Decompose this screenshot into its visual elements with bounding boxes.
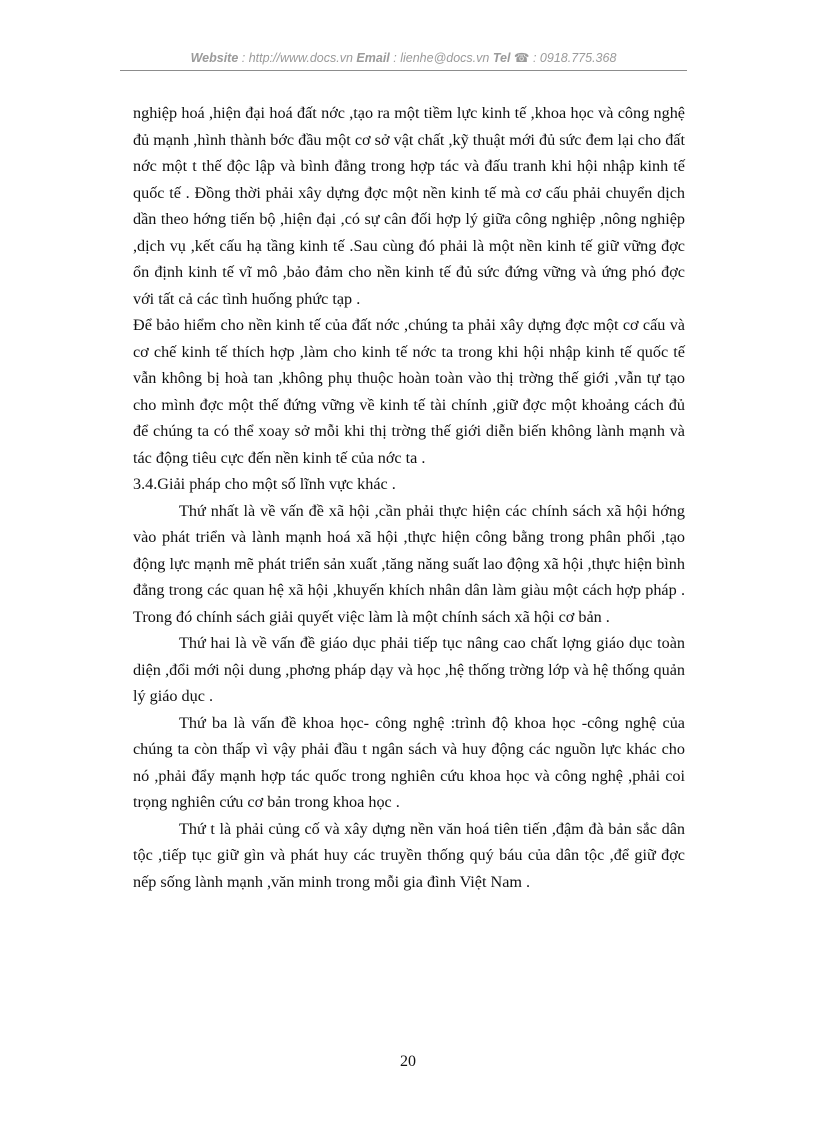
page-header	[120, 50, 687, 70]
paragraph-economy-structure: nghiệp hoá ,hiện đại hoá đất nớc ,tạo ra một tiềm lực kinh tế ,khoa học và công nghệ đủ mạnh ,hình thành bớc đầu một cơ sở vật chất ,kỹ thuật mới đủ sức đem lại cho đất nớc một t thế độc lập và bình đẳng trong hợp tác và đấu tranh khi hội nhập kinh tế quốc tế . Đồng thời phải xây dựng đợc một nền kinh tế mà cơ cấu phải chuyển dịch dần theo hớng tiến bộ ,hiện đại ,có sự cân đối hợp lý giữa công nghiệp ,nông nghiệp ,dịch vụ ,kết cấu hạ tầng kinh tế .Sau cùng đó phải là một nền kinh tế giữ vững đợc ổn định kinh tế vĩ mô ,bảo đảm cho nền kinh tế đủ sức đứng vững và ứng phó đợc với tất cả các tình huống phức tạp .	[133, 104, 685, 308]
paragraph-social-issues: Thứ nhất là về vấn đề xã hội ,cần phải thực hiện các chính sách xã hội hớng vào phát triển và lành mạnh hoá xã hội ,thực hiện công bằng trong phân phối ,tạo động lực mạnh mẽ phát triển sản xuất ,tăng năng suất lao động xã hội ,thực hiện bình đẳng trong các quan hệ xã hội ,khuyến khích nhân dân làm giàu một cách hợp pháp . Trong đó chính sách giải quyết việc làm là một chính sách xã hội cơ bản .	[133, 501, 685, 626]
section-heading-3-4: 3.4.Giải pháp cho một số lĩnh vực khác .	[133, 475, 396, 493]
website-label: Website	[190, 51, 239, 65]
paragraph-culture: Thứ t là phải củng cố và xây dựng nền văn hoá tiên tiến ,đậm đà bản sắc dân tộc ,tiếp tục giữ gìn và phát huy các truyền thống quý báu của dân tộc ,để giữ đợc nếp sống lành mạnh ,văn minh trong mỗi gia đình Việt Nam .	[133, 819, 685, 891]
phone-icon: ☎	[513, 51, 530, 65]
paragraph-economic-protection: Để bảo hiểm cho nền kinh tế của đất nớc ,chúng ta phải xây dựng đợc một cơ cấu và cơ chế kinh tế thích hợp ,làm cho kinh tế nớc ta trong khi hội nhập kinh tế quốc tế vẫn không bị hoà tan ,không phụ thuộc hoàn toàn vào thị trờng thế giới ,vẫn tự tạo cho mình đợc một thế đứng vững về kinh tế tài chính ,giữ đợc một khoảng cách đủ để chúng ta có thể xoay sở mỗi khi thị trờng thế giới diễn biến không lành mạnh và tác động tiêu cực đến nền kinh tế của nớc ta .	[133, 316, 685, 467]
paragraph-education: Thứ hai là về vấn đề giáo dục phải tiếp tục nâng cao chất lợng giáo dục toàn diện ,đổi mới nội dung ,phơng pháp dạy và học ,hệ thống trờng lớp và hệ thống quản lý giáo dục .	[133, 634, 685, 705]
email-label: Email	[356, 51, 390, 65]
document-body	[133, 100, 685, 895]
tel-number: : 0918.775.368	[532, 51, 617, 65]
email-address[interactable]: : lienhe@docs.vn	[393, 51, 490, 65]
website-url[interactable]: : http://www.docs.vn	[241, 51, 353, 65]
paragraph-science-technology: Thứ ba là vấn đề khoa học- công nghệ :trình độ khoa học -công nghệ của chúng ta còn thấp vì vậy phải đầu t ngân sách và huy động các nguồn lực khác cho nó ,phải đẩy mạnh hợp tác quốc trong nghiên cứu khoa học và công nghệ ,phải coi trọng nghiên cứu cơ bản trong khoa học .	[133, 713, 685, 811]
tel-label: Tel	[492, 51, 511, 65]
header-divider	[120, 70, 687, 71]
page-number: 20	[400, 1053, 416, 1070]
